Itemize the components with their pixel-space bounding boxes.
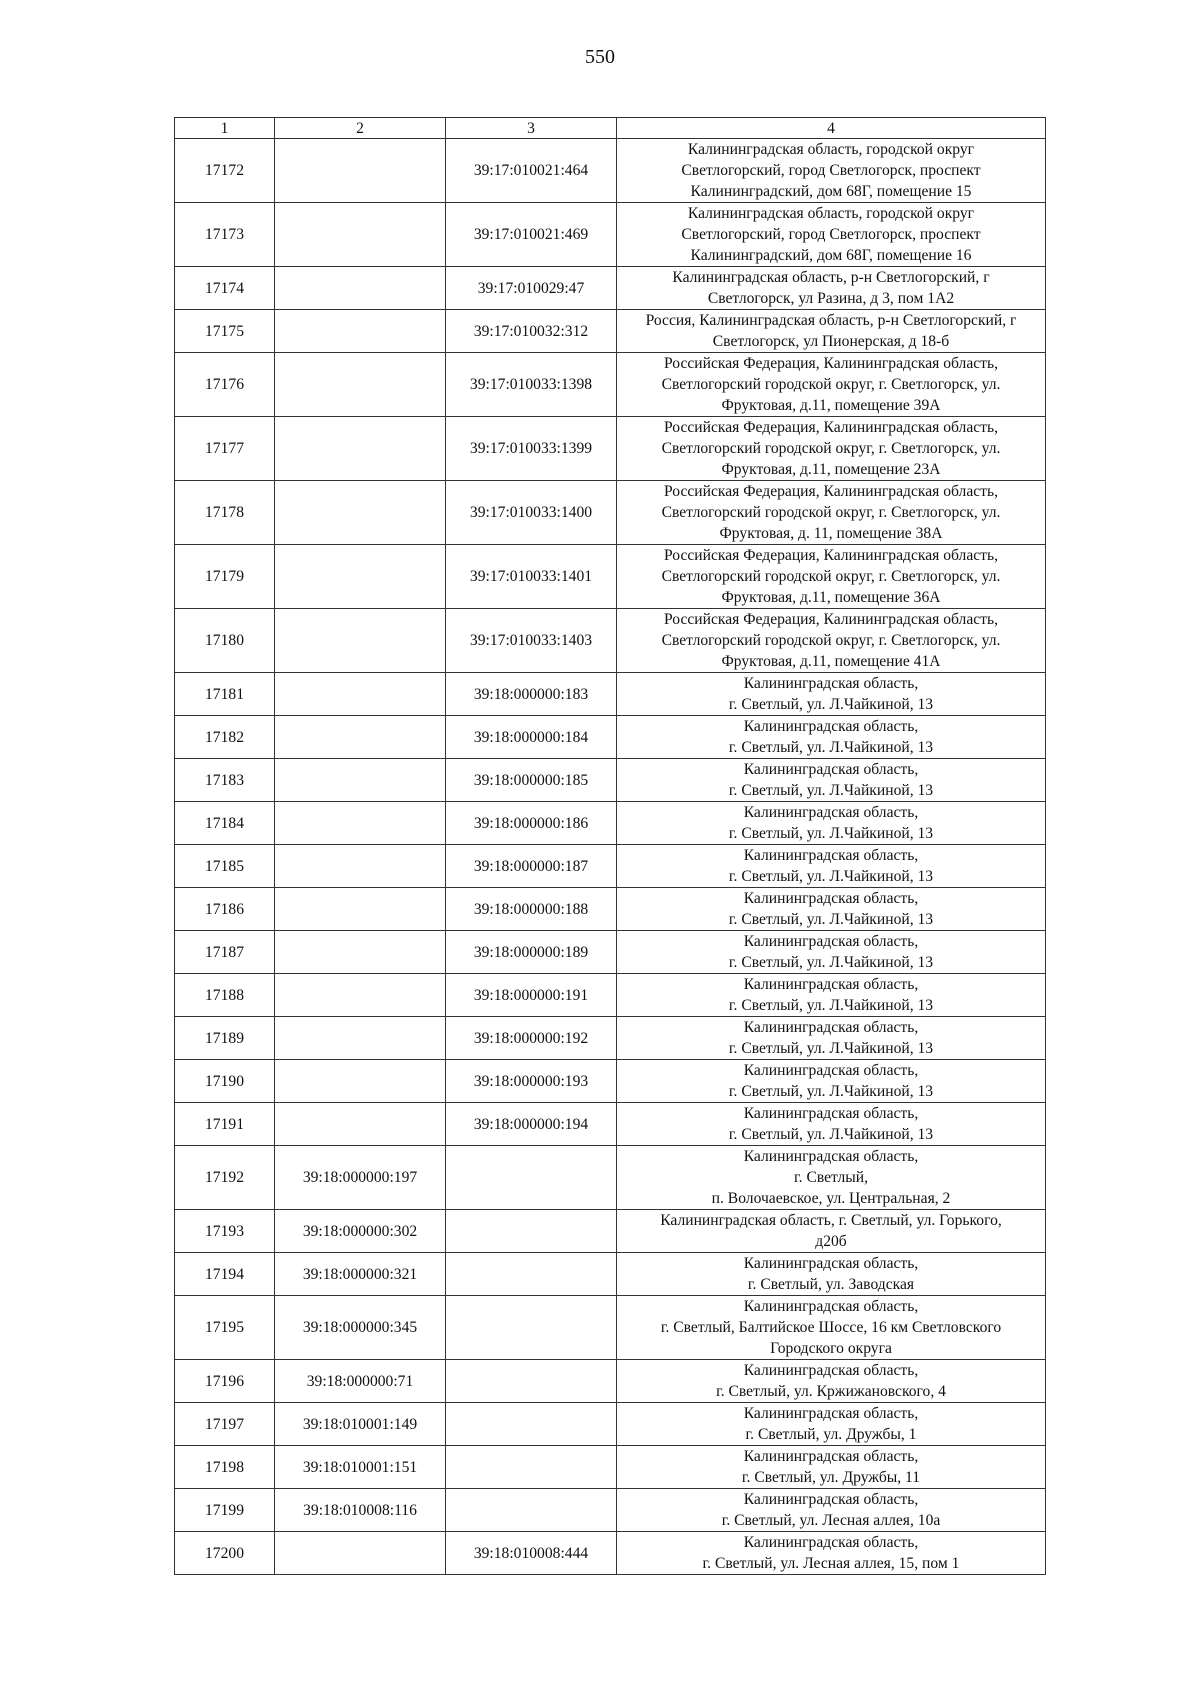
table-row bbox=[175, 267, 1046, 310]
cadastral-number-col2: 39:18:000000:321 bbox=[275, 1253, 446, 1296]
address-cell bbox=[617, 1103, 1046, 1146]
table-row bbox=[175, 888, 1046, 931]
address-cell bbox=[617, 1146, 1046, 1210]
header-col-1: 1 bbox=[175, 118, 275, 139]
row-number: 17198 bbox=[175, 1446, 275, 1489]
cadastral-number-col2: 39:18:010001:151 bbox=[275, 1446, 446, 1489]
table-row bbox=[175, 310, 1046, 353]
address-line: Калининградская область, р-н Светлогорский, г bbox=[672, 269, 990, 286]
address-cell bbox=[617, 203, 1046, 267]
address-line: Российская Федерация, Калининградская область, bbox=[663, 419, 999, 436]
address-line: Светлогорский, город Светлогорск, проспект bbox=[681, 162, 981, 179]
address-line: Фруктовая, д.11, помещение 39А bbox=[721, 397, 941, 414]
address-line: г. Светлый, ул. Лесная аллея, 10а bbox=[721, 1512, 941, 1529]
address-line: Светлогорский городской округ, г. Светлогорск, ул. bbox=[661, 440, 1001, 457]
cadastral-number-col2 bbox=[275, 673, 446, 716]
address-line: Светлогорский городской округ, г. Светлогорск, ул. bbox=[661, 568, 1001, 585]
address-line: Светлогорск, ул Разина, д 3, пом 1А2 bbox=[707, 290, 955, 307]
row-number: 17177 bbox=[175, 417, 275, 481]
table-row bbox=[175, 1446, 1046, 1489]
address-line: Фруктовая, д.11, помещение 36А bbox=[721, 589, 941, 606]
table-row bbox=[175, 1210, 1046, 1253]
address-line: Калининградская область, bbox=[743, 1062, 919, 1079]
table-row bbox=[175, 845, 1046, 888]
address-line: Калининградская область, bbox=[743, 933, 919, 950]
cadastral-number-col2: 39:18:000000:71 bbox=[275, 1360, 446, 1403]
cadastral-number-col2 bbox=[275, 1103, 446, 1146]
address-cell bbox=[617, 1403, 1046, 1446]
row-number: 17180 bbox=[175, 609, 275, 673]
row-number: 17197 bbox=[175, 1403, 275, 1446]
row-number: 17184 bbox=[175, 802, 275, 845]
table-body bbox=[175, 139, 1046, 1575]
cadastral-number-col2: 39:18:000000:302 bbox=[275, 1210, 446, 1253]
row-number: 17189 bbox=[175, 1017, 275, 1060]
table-row bbox=[175, 802, 1046, 845]
row-number: 17185 bbox=[175, 845, 275, 888]
address-line: Городского округа bbox=[770, 1340, 892, 1357]
cadastral-number-col3: 39:17:010033:1399 bbox=[446, 417, 617, 481]
address-line: Светлогорский городской округ, г. Светлогорск, ул. bbox=[661, 376, 1001, 393]
address-cell bbox=[617, 139, 1046, 203]
row-number: 17194 bbox=[175, 1253, 275, 1296]
cadastral-number-col3: 39:17:010021:464 bbox=[446, 139, 617, 203]
address-cell bbox=[617, 267, 1046, 310]
address-line: Светлогорск, ул Пионерская, д 18-б bbox=[712, 333, 950, 350]
address-line: г. Светлый, ул. Дружбы, 1 bbox=[745, 1426, 917, 1443]
address-line: Калининградская область, bbox=[743, 1298, 919, 1315]
row-number: 17174 bbox=[175, 267, 275, 310]
address-cell bbox=[617, 888, 1046, 931]
address-line: Российская Федерация, Калининградская область, bbox=[663, 483, 999, 500]
address-line: г. Светлый, ул. Л.Чайкиной, 13 bbox=[728, 911, 934, 928]
cadastral-number-col3: 39:18:010008:444 bbox=[446, 1532, 617, 1575]
cadastral-number-col3: 39:17:010033:1400 bbox=[446, 481, 617, 545]
address-cell bbox=[617, 1210, 1046, 1253]
cadastral-number-col2 bbox=[275, 1060, 446, 1103]
cadastral-number-col3: 39:18:000000:185 bbox=[446, 759, 617, 802]
address-line: Калининградская область, г. Светлый, ул. Горького, bbox=[660, 1212, 1002, 1229]
row-number: 17187 bbox=[175, 931, 275, 974]
cadastral-number-col3 bbox=[446, 1210, 617, 1253]
row-number: 17173 bbox=[175, 203, 275, 267]
cadastral-number-col3: 39:17:010029:47 bbox=[446, 267, 617, 310]
address-line: Калининградская область, bbox=[743, 1534, 919, 1551]
table-row bbox=[175, 545, 1046, 609]
table-row bbox=[175, 1253, 1046, 1296]
address-cell bbox=[617, 802, 1046, 845]
table-row bbox=[175, 673, 1046, 716]
cadastral-number-col2 bbox=[275, 1017, 446, 1060]
address-line: Фруктовая, д.11, помещение 41А bbox=[721, 653, 941, 670]
cadastral-number-col2 bbox=[275, 481, 446, 545]
address-line: Калининградская область, bbox=[743, 1448, 919, 1465]
cadastral-number-col2 bbox=[275, 417, 446, 481]
address-cell bbox=[617, 845, 1046, 888]
address-cell bbox=[617, 417, 1046, 481]
cadastral-number-col2 bbox=[275, 1532, 446, 1575]
row-number: 17196 bbox=[175, 1360, 275, 1403]
address-cell bbox=[617, 759, 1046, 802]
address-cell bbox=[617, 673, 1046, 716]
address-line: г. Светлый, ул. Дружбы, 11 bbox=[741, 1469, 921, 1486]
cadastral-number-col3: 39:18:000000:186 bbox=[446, 802, 617, 845]
cadastral-number-col2 bbox=[275, 931, 446, 974]
address-line: п. Волочаевское, ул. Центральная, 2 bbox=[711, 1190, 951, 1207]
header-col-2: 2 bbox=[275, 118, 446, 139]
table-row bbox=[175, 1296, 1046, 1360]
address-line: г. Светлый, ул. Лесная аллея, 15, пом 1 bbox=[702, 1555, 960, 1572]
address-line: г. Светлый, ул. Л.Чайкиной, 13 bbox=[728, 696, 934, 713]
address-line: г. Светлый, ул. Л.Чайкиной, 13 bbox=[728, 825, 934, 842]
table-row bbox=[175, 931, 1046, 974]
address-cell bbox=[617, 481, 1046, 545]
cadastral-number-col2 bbox=[275, 139, 446, 203]
table-row bbox=[175, 203, 1046, 267]
address-line: Калининградская область, bbox=[743, 718, 919, 735]
cadastral-number-col2 bbox=[275, 759, 446, 802]
address-line: Российская Федерация, Калининградская область, bbox=[663, 355, 999, 372]
row-number: 17193 bbox=[175, 1210, 275, 1253]
address-line: Калининградский, дом 68Г, помещение 15 bbox=[690, 183, 972, 200]
cadastral-number-col3 bbox=[446, 1403, 617, 1446]
address-cell bbox=[617, 716, 1046, 759]
cadastral-number-col2: 39:18:000000:197 bbox=[275, 1146, 446, 1210]
address-line: Светлогорский, город Светлогорск, проспект bbox=[681, 226, 981, 243]
header-col-4: 4 bbox=[617, 118, 1046, 139]
table-row bbox=[175, 353, 1046, 417]
cadastral-number-col3 bbox=[446, 1360, 617, 1403]
cadastral-number-col2: 39:18:010001:149 bbox=[275, 1403, 446, 1446]
cadastral-number-col2 bbox=[275, 310, 446, 353]
table-row bbox=[175, 609, 1046, 673]
table-row bbox=[175, 481, 1046, 545]
address-cell bbox=[617, 931, 1046, 974]
address-cell bbox=[617, 609, 1046, 673]
cadastral-number-col3: 39:17:010033:1401 bbox=[446, 545, 617, 609]
cadastral-number-col2 bbox=[275, 353, 446, 417]
address-line: Калининградская область, bbox=[743, 1362, 919, 1379]
table-row bbox=[175, 1146, 1046, 1210]
table-row bbox=[175, 1532, 1046, 1575]
cadastral-number-col2 bbox=[275, 203, 446, 267]
address-line: Калининградская область, bbox=[743, 1255, 919, 1272]
cadastral-number-col3 bbox=[446, 1489, 617, 1532]
address-line: г. Светлый, ул. Л.Чайкиной, 13 bbox=[728, 739, 934, 756]
address-line: Калининградская область, bbox=[743, 1148, 919, 1165]
header-row bbox=[175, 118, 1046, 139]
table-row bbox=[175, 1103, 1046, 1146]
cadastral-number-col2 bbox=[275, 609, 446, 673]
address-line: г. Светлый, ул. Л.Чайкиной, 13 bbox=[728, 868, 934, 885]
page-number: 550 bbox=[585, 46, 615, 68]
address-cell bbox=[617, 310, 1046, 353]
address-line: Светлогорский городской округ, г. Светлогорск, ул. bbox=[661, 632, 1001, 649]
cadastral-number-col3: 39:18:000000:184 bbox=[446, 716, 617, 759]
address-line: г. Светлый, ул. Л.Чайкиной, 13 bbox=[728, 1083, 934, 1100]
cadastral-number-col3: 39:18:000000:194 bbox=[446, 1103, 617, 1146]
row-number: 17188 bbox=[175, 974, 275, 1017]
address-line: Фруктовая, д. 11, помещение 38А bbox=[719, 525, 943, 542]
row-number: 17186 bbox=[175, 888, 275, 931]
address-line: Калининградская область, bbox=[743, 1019, 919, 1036]
cadastral-number-col2 bbox=[275, 888, 446, 931]
address-line: г. Светлый, ул. Л.Чайкиной, 13 bbox=[728, 1040, 934, 1057]
table-row bbox=[175, 139, 1046, 203]
row-number: 17192 bbox=[175, 1146, 275, 1210]
row-number: 17175 bbox=[175, 310, 275, 353]
row-number: 17200 bbox=[175, 1532, 275, 1575]
cadastral-number-col3 bbox=[446, 1146, 617, 1210]
cadastral-number-col3: 39:17:010021:469 bbox=[446, 203, 617, 267]
address-line: Калининградская область, bbox=[743, 976, 919, 993]
cadastral-number-col2 bbox=[275, 716, 446, 759]
address-cell bbox=[617, 1446, 1046, 1489]
address-cell bbox=[617, 1360, 1046, 1403]
row-number: 17191 bbox=[175, 1103, 275, 1146]
row-number: 17181 bbox=[175, 673, 275, 716]
table-row bbox=[175, 974, 1046, 1017]
address-line: Калининградская область, городской округ bbox=[687, 141, 975, 158]
address-cell bbox=[617, 1017, 1046, 1060]
address-line: Калининградская область, bbox=[743, 1105, 919, 1122]
cadastral-number-col3 bbox=[446, 1253, 617, 1296]
cadastral-number-col2 bbox=[275, 267, 446, 310]
table-row bbox=[175, 1360, 1046, 1403]
row-number: 17195 bbox=[175, 1296, 275, 1360]
cadastral-number-col3: 39:18:000000:188 bbox=[446, 888, 617, 931]
cadastral-number-col2 bbox=[275, 845, 446, 888]
cadastral-number-col3: 39:17:010033:1398 bbox=[446, 353, 617, 417]
cadastral-number-col3 bbox=[446, 1296, 617, 1360]
cadastral-number-col3: 39:18:000000:183 bbox=[446, 673, 617, 716]
address-cell bbox=[617, 1532, 1046, 1575]
table-row bbox=[175, 1489, 1046, 1532]
address-line: г. Светлый, ул. Л.Чайкиной, 13 bbox=[728, 954, 934, 971]
address-line: г. Светлый, bbox=[794, 1169, 868, 1186]
cadastral-number-col2: 39:18:010008:116 bbox=[275, 1489, 446, 1532]
address-line: Калининградская область, bbox=[743, 804, 919, 821]
address-cell bbox=[617, 545, 1046, 609]
address-line: д20б bbox=[815, 1233, 847, 1250]
table-row bbox=[175, 417, 1046, 481]
address-line: Калининградская область, bbox=[743, 847, 919, 864]
table-row bbox=[175, 1060, 1046, 1103]
row-number: 17179 bbox=[175, 545, 275, 609]
address-line: г. Светлый, ул. Л.Чайкиной, 13 bbox=[728, 782, 934, 799]
row-number: 17176 bbox=[175, 353, 275, 417]
address-cell bbox=[617, 1296, 1046, 1360]
address-line: Калининградская область, bbox=[743, 1405, 919, 1422]
cadastral-number-col3: 39:17:010032:312 bbox=[446, 310, 617, 353]
address-cell bbox=[617, 1489, 1046, 1532]
cadastral-number-col2 bbox=[275, 802, 446, 845]
address-cell bbox=[617, 1253, 1046, 1296]
address-line: г. Светлый, ул. Л.Чайкиной, 13 bbox=[728, 997, 934, 1014]
cadastral-number-col3: 39:17:010033:1403 bbox=[446, 609, 617, 673]
cadastral-number-col2 bbox=[275, 974, 446, 1017]
cadastral-number-col3: 39:18:000000:187 bbox=[446, 845, 617, 888]
row-number: 17172 bbox=[175, 139, 275, 203]
address-line: г. Светлый, ул. Заводская bbox=[747, 1276, 915, 1293]
cadastral-number-col3: 39:18:000000:193 bbox=[446, 1060, 617, 1103]
cadastral-number-col2 bbox=[275, 545, 446, 609]
address-line: г. Светлый, ул. Кржижановского, 4 bbox=[716, 1383, 946, 1400]
address-line: Светлогорский городской округ, г. Светлогорск, ул. bbox=[661, 504, 1001, 521]
row-number: 17182 bbox=[175, 716, 275, 759]
cadastral-number-col3 bbox=[446, 1446, 617, 1489]
address-line: Калининградский, дом 68Г, помещение 16 bbox=[690, 247, 972, 264]
address-line: Калининградская область, bbox=[743, 890, 919, 907]
address-line: Россия, Калининградская область, р-н Светлогорский, г bbox=[645, 312, 1017, 329]
address-line: г. Светлый, ул. Л.Чайкиной, 13 bbox=[728, 1126, 934, 1143]
address-line: Калининградская область, bbox=[743, 761, 919, 778]
header-col-3: 3 bbox=[446, 118, 617, 139]
row-number: 17199 bbox=[175, 1489, 275, 1532]
table-row bbox=[175, 759, 1046, 802]
address-cell bbox=[617, 974, 1046, 1017]
row-number: 17178 bbox=[175, 481, 275, 545]
address-line: Российская Федерация, Калининградская область, bbox=[663, 611, 999, 628]
cadastral-number-col3: 39:18:000000:192 bbox=[446, 1017, 617, 1060]
address-line: Российская Федерация, Калининградская область, bbox=[663, 547, 999, 564]
table-row bbox=[175, 1403, 1046, 1446]
address-line: Калининградская область, bbox=[743, 1491, 919, 1508]
table-row bbox=[175, 1017, 1046, 1060]
cadastral-number-col2: 39:18:000000:345 bbox=[275, 1296, 446, 1360]
address-line: г. Светлый, Балтийское Шоссе, 16 км Светловского bbox=[660, 1319, 1002, 1336]
registry-table bbox=[174, 117, 1046, 1575]
address-cell bbox=[617, 1060, 1046, 1103]
cadastral-number-col3: 39:18:000000:191 bbox=[446, 974, 617, 1017]
row-number: 17190 bbox=[175, 1060, 275, 1103]
cadastral-number-col3: 39:18:000000:189 bbox=[446, 931, 617, 974]
address-line: Фруктовая, д.11, помещение 23А bbox=[721, 461, 941, 478]
address-cell bbox=[617, 353, 1046, 417]
table-row bbox=[175, 716, 1046, 759]
address-line: Калининградская область, bbox=[743, 675, 919, 692]
row-number: 17183 bbox=[175, 759, 275, 802]
address-line: Калининградская область, городской округ bbox=[687, 205, 975, 222]
